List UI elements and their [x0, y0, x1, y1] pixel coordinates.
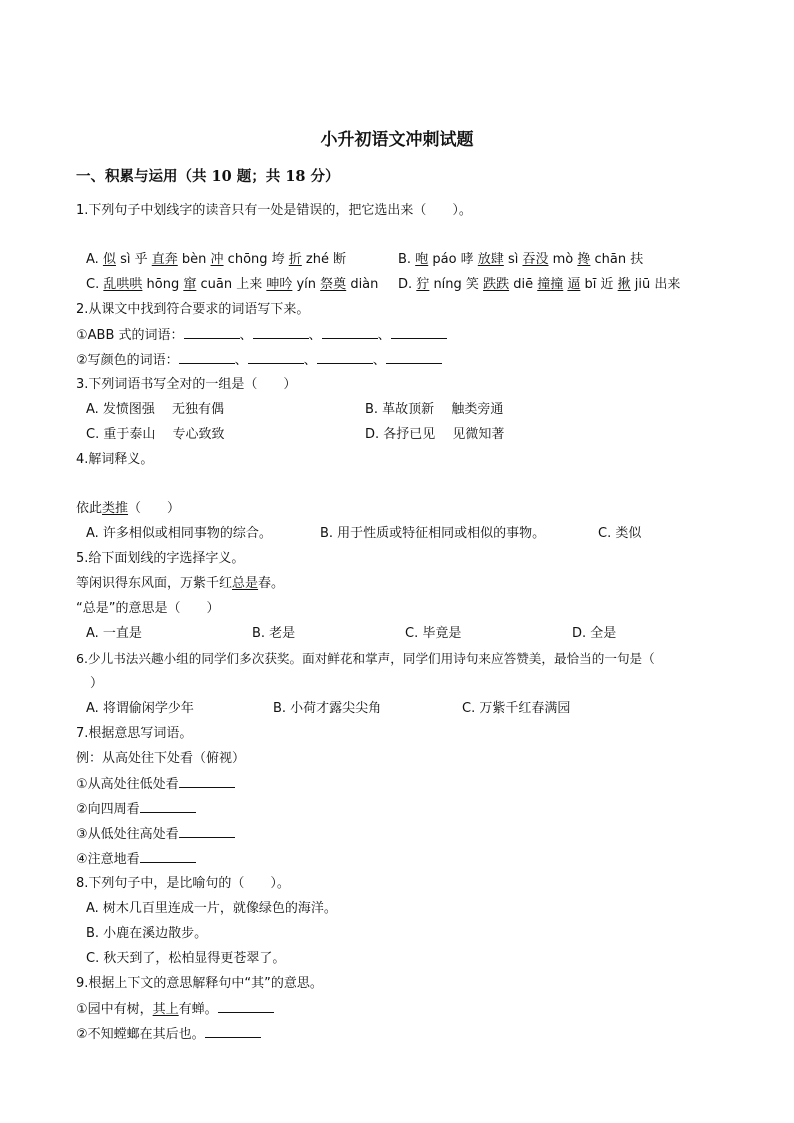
- q4-option-a[interactable]: A. 许多相似或相同事物的综合。: [86, 526, 272, 541]
- q7-item-1: ①从高处往低处看: [76, 775, 235, 794]
- question-3-stem: 3.下列词语书写全对的一组是（ ）: [76, 377, 297, 392]
- q3-option-d[interactable]: D. 各抒已见 见微知著: [365, 427, 505, 442]
- question-6-stem-end: ）: [90, 676, 104, 691]
- q5-option-a[interactable]: A. 一直是: [86, 626, 142, 641]
- q2-color-line: ②写颜色的词语： 、 、 、: [76, 351, 442, 370]
- q5-option-c[interactable]: C. 毕竟是: [405, 626, 462, 641]
- answer-blank[interactable]: [386, 351, 442, 364]
- answer-blank[interactable]: [179, 775, 235, 788]
- q3-option-a[interactable]: A. 发愤图强 无独有偶: [86, 402, 225, 417]
- q7-item-4: ④注意地看: [76, 850, 196, 869]
- q7-item-2: ②向四周看: [76, 800, 196, 819]
- question-2-stem: 2.从课文中找到符合要求的词语写下来。: [76, 302, 310, 317]
- q1-option-c[interactable]: C. 乱哄哄 hōng 窜 cuān 上来 呻吟 yín 祭奠 diàn: [86, 277, 379, 292]
- q8-option-b[interactable]: B. 小鹿在溪边散步。: [86, 926, 208, 941]
- q9-item-2: ②不知螳螂在其后也。: [76, 1025, 261, 1044]
- q7-example: 例：从高处往下处看（俯视）: [76, 751, 246, 766]
- answer-blank[interactable]: [179, 351, 235, 364]
- q4-option-b[interactable]: B. 用于性质或特征相同或相似的事物。: [320, 526, 546, 541]
- question-9-stem: 9.根据上下文的意思解释句中“其”的意思。: [76, 976, 323, 991]
- q3-option-c[interactable]: C. 重于泰山 专心致致: [86, 427, 225, 442]
- answer-blank[interactable]: [253, 326, 309, 339]
- answer-blank[interactable]: [248, 351, 304, 364]
- q3-option-b[interactable]: B. 革故顶新 触类旁通: [365, 402, 504, 417]
- q1-option-b[interactable]: B. 咆 páo 哮 放肆 sì 吞没 mò 搀 chān 扶: [398, 252, 644, 267]
- answer-blank[interactable]: [140, 850, 196, 863]
- q1-option-a[interactable]: A. 似 sì 乎 直奔 bèn 冲 chōng 垮 折 zhé 断: [86, 252, 347, 267]
- q6-option-a[interactable]: A. 将谓偷闲学少年: [86, 701, 194, 716]
- question-6-stem: 6.少儿书法兴趣小组的同学们多次获奖。面对鲜花和掌声，同学们用诗句来应答赞美，最恰当的一句是（: [76, 651, 655, 666]
- answer-blank[interactable]: [218, 1000, 274, 1013]
- q5-option-d[interactable]: D. 全是: [572, 626, 617, 641]
- question-5-stem: 5.给下面划线的字选择字义。: [76, 551, 245, 566]
- question-1-stem: 1.下列句子中划线字的读音只有一处是错误的，把它选出来（ ）。: [76, 203, 472, 218]
- answer-blank[interactable]: [391, 326, 447, 339]
- q5-ask: “总是”的意思是（ ）: [76, 601, 220, 616]
- question-8-stem: 8.下列句子中，是比喻句的（ ）。: [76, 876, 290, 891]
- q4-sub-question: 依此类推（ ）: [76, 501, 181, 516]
- page-title: 小升初语文冲刺试题: [320, 130, 474, 150]
- q4-option-c[interactable]: C. 类似: [598, 526, 642, 541]
- q5-option-b[interactable]: B. 老是: [252, 626, 296, 641]
- q6-option-b[interactable]: B. 小荷才露尖尖角: [273, 701, 382, 716]
- q1-option-d[interactable]: D. 狞 níng 笑 跌跌 diē 撞撞 逼 bī 近 揪 jiū 出来: [398, 277, 681, 292]
- answer-blank[interactable]: [205, 1025, 261, 1038]
- q7-item-3: ③从低处往高处看: [76, 825, 235, 844]
- question-4-stem: 4.解词释义。: [76, 452, 154, 467]
- question-7-stem: 7.根据意思写词语。: [76, 726, 193, 741]
- answer-blank[interactable]: [179, 825, 235, 838]
- q2-abb-line: ①ABB 式的词语： 、 、 、: [76, 326, 447, 345]
- q6-option-c[interactable]: C. 万紫千红春满园: [462, 701, 571, 716]
- q8-option-c[interactable]: C. 秋天到了，松柏显得更苍翠了。: [86, 951, 286, 966]
- q8-option-a[interactable]: A. 树木几百里连成一片，就像绿色的海洋。: [86, 901, 337, 916]
- q5-poem-line: 等闲识得东风面，万紫千红总是春。: [76, 576, 285, 591]
- answer-blank[interactable]: [184, 326, 240, 339]
- q9-item-1: ①园中有树，其上有蝉。: [76, 1000, 274, 1019]
- section-heading: 一、积累与运用（共 10 题；共 18 分）: [76, 168, 340, 185]
- answer-blank[interactable]: [322, 326, 378, 339]
- answer-blank[interactable]: [317, 351, 373, 364]
- answer-blank[interactable]: [140, 800, 196, 813]
